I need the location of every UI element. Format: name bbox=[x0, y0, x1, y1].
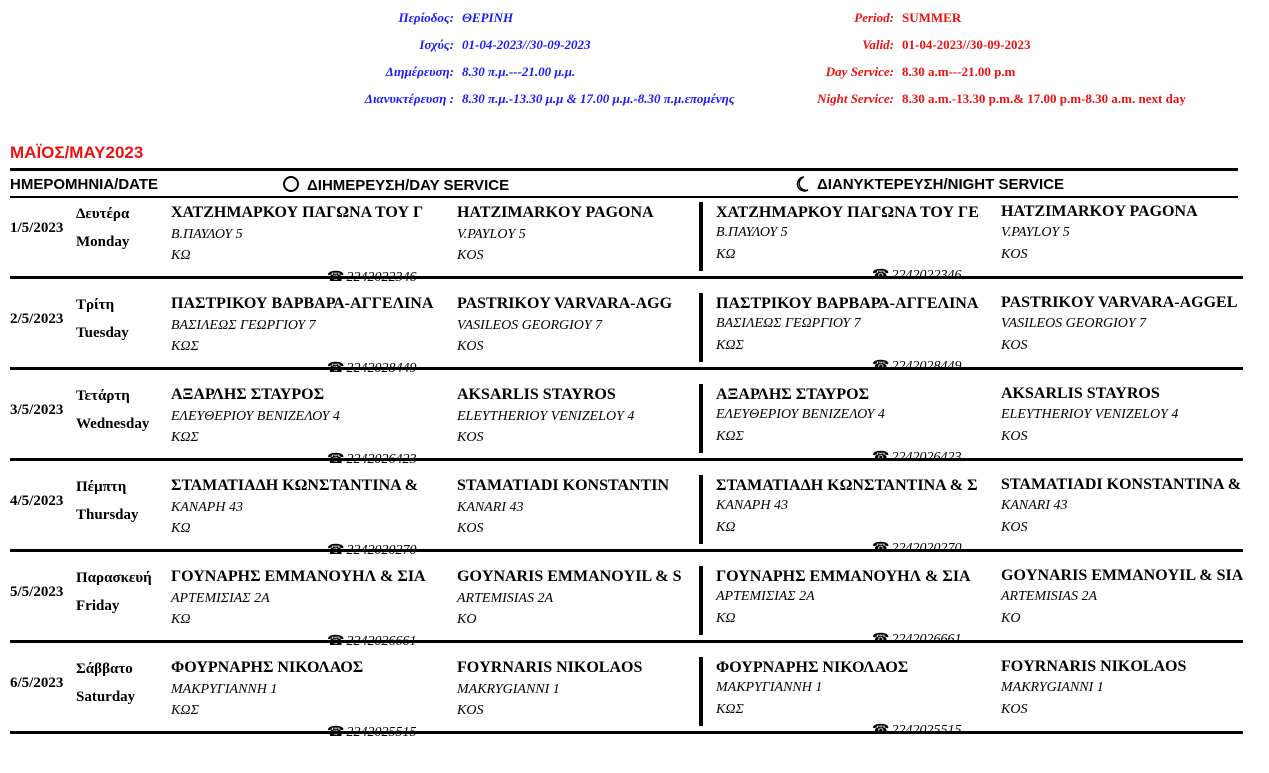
day-pharmacy-name-gr: ΣΤΑΜΑΤΙΑΔΗ ΚΩΝΣΤΑΝΤΙΝΑ & bbox=[171, 477, 419, 494]
night-pharmacy-city-gr: ΚΩΣ bbox=[716, 429, 744, 444]
night-pharmacy-name-gr: ΦΟΥΡΝΑΡΗΣ ΝΙΚΟΛΑΟΣ bbox=[716, 659, 909, 676]
day-pharmacy-name-gr: ΓΟΥΝΑΡΗΣ ΕΜΜΑΝΟΥΗΛ & ΣΙΑ bbox=[171, 568, 426, 585]
day-pharmacy-city-gr: ΚΩΣ bbox=[171, 339, 199, 354]
service-divider bbox=[699, 566, 703, 635]
night-pharmacy-address-en: V.PAYLOY 5 bbox=[1001, 225, 1070, 240]
day-pharmacy-city-en: KOS bbox=[457, 521, 484, 536]
night-pharmacy-address-en: ELEYTHERIOY VENIZELOY 4 bbox=[1001, 407, 1179, 422]
row-date: 3/5/2023 bbox=[10, 402, 64, 418]
row-date: 6/5/2023 bbox=[10, 675, 64, 691]
night-pharmacy-city-gr: ΚΩΣ bbox=[716, 702, 744, 717]
night-pharmacy-name-en: AKSARLIS STAYROS bbox=[1001, 385, 1160, 402]
night-pharmacy-name-en: HATZIMARKOY PAGONA bbox=[1001, 203, 1198, 220]
night-pharmacy-name-gr: ΠΑΣΤΡΙΚΟΥ ΒΑΡΒΑΡΑ-ΑΓΓΕΛΙΝΑ bbox=[716, 295, 979, 312]
header-valid-value-en: 01-04-2023//30-09-2023 bbox=[902, 37, 1031, 52]
header-night-value-gr: 8.30 π.μ.-13.30 μ.μ & 17.00 μ.μ.-8.30 π.μ.επομένης bbox=[462, 91, 735, 106]
header-day-label-gr: Διημέρευση: bbox=[385, 64, 454, 79]
service-divider bbox=[699, 202, 703, 271]
column-header-night-service bbox=[795, 176, 1064, 193]
day-pharmacy-address-en: ELEYTHERIOY VENIZELOY 4 bbox=[457, 409, 635, 424]
day-pharmacy-address-en: V.PAYLOY 5 bbox=[457, 227, 526, 242]
service-divider bbox=[699, 657, 703, 726]
day-pharmacy-name-gr: ΦΟΥΡΝΑΡΗΣ ΝΙΚΟΛΑΟΣ bbox=[171, 659, 364, 676]
night-pharmacy-city-en: KOS bbox=[1001, 247, 1028, 262]
day-pharmacy-name-gr: ΠΑΣΤΡΙΚΟΥ ΒΑΡΒΑΡΑ-ΑΓΓΕΛΙΝΑ bbox=[171, 295, 434, 312]
night-pharmacy-city-en: KOS bbox=[1001, 338, 1028, 353]
row-day-gr: Τρίτη bbox=[76, 297, 115, 313]
header-day-label-en: Day Service: bbox=[825, 64, 894, 79]
day-pharmacy-name-gr: ΧΑΤΖΗΜΑΡΚΟΥ ΠΑΓΩΝΑ ΤΟΥ Γ bbox=[171, 204, 424, 221]
header-period-value-en: SUMMER bbox=[902, 10, 962, 25]
night-pharmacy-name-gr: ΓΟΥΝΑΡΗΣ ΕΜΜΑΝΟΥΗΛ & ΣΙΑ bbox=[716, 568, 971, 585]
night-pharmacy-address-gr: ΜΑΚΡΥΓΙΑΝΝΗ 1 bbox=[716, 680, 823, 695]
row-rule bbox=[10, 731, 1243, 734]
header-day-value-gr: 8.30 π.μ.---21.00 μ.μ. bbox=[462, 64, 576, 79]
day-pharmacy-city-gr: ΚΩΣ bbox=[171, 703, 199, 718]
column-header-day-service bbox=[283, 176, 509, 194]
service-divider bbox=[699, 475, 703, 544]
day-pharmacy-city-gr: ΚΩ bbox=[171, 521, 191, 536]
row-day-en: Wednesday bbox=[76, 416, 150, 432]
row-day-gr: Παρασκευή bbox=[76, 570, 152, 586]
row-day-gr: Σάββατο bbox=[76, 661, 133, 677]
night-pharmacy-address-gr: Β.ΠΑΥΛΟΥ 5 bbox=[716, 225, 788, 240]
header-valid-label-gr: Ισχύς: bbox=[419, 37, 454, 52]
header-night-label-en: Night Service: bbox=[817, 91, 894, 106]
service-divider bbox=[699, 293, 703, 362]
day-pharmacy-address-en: MAKRYGIANNI 1 bbox=[457, 682, 560, 697]
row-date: 1/5/2023 bbox=[10, 220, 64, 236]
night-pharmacy-name-gr: ΑΞΑΡΛΗΣ ΣΤΑΥΡΟΣ bbox=[716, 386, 870, 403]
row-day-gr: Πέμπτη bbox=[76, 479, 127, 495]
day-pharmacy-address-gr: ΜΑΚΡΥΓΙΑΝΝΗ 1 bbox=[171, 682, 278, 697]
night-pharmacy-name-en: PASTRIKOY VARVARA-AGGEL bbox=[1001, 294, 1238, 311]
row-date: 4/5/2023 bbox=[10, 493, 64, 509]
row-date: 5/5/2023 bbox=[10, 584, 64, 600]
night-pharmacy-city-en: KOS bbox=[1001, 429, 1028, 444]
row-day-en: Saturday bbox=[76, 689, 136, 705]
row-date: 2/5/2023 bbox=[10, 311, 64, 327]
day-pharmacy-address-gr: ΒΑΣΙΛΕΩΣ ΓΕΩΡΓΙΟΥ 7 bbox=[171, 318, 316, 333]
day-pharmacy-address-gr: ΕΛΕΥΘΕΡΙΟΥ ΒΕΝΙΖΕΛΟΥ 4 bbox=[171, 409, 340, 424]
header-night-label-gr: Διανυκτέρευση : bbox=[364, 91, 454, 106]
night-pharmacy-address-gr: ΒΑΣΙΛΕΩΣ ΓΕΩΡΓΙΟΥ 7 bbox=[716, 316, 861, 331]
night-pharmacy-address-en: VASILEOS GEORGIOY 7 bbox=[1001, 316, 1147, 331]
header-bottom-rule bbox=[10, 196, 1238, 198]
row-day-en: Friday bbox=[76, 598, 120, 614]
day-pharmacy-address-gr: ΑΡΤΕΜΙΣΙΑΣ 2Α bbox=[171, 591, 270, 606]
night-pharmacy-address-gr: ΑΡΤΕΜΙΣΙΑΣ 2Α bbox=[716, 589, 815, 604]
night-pharmacy-name-en: FOYRNARIS NIKOLAOS bbox=[1001, 658, 1187, 675]
night-pharmacy-address-gr: ΚΑΝΑΡΗ 43 bbox=[716, 498, 788, 513]
day-pharmacy-name-en: FOYRNARIS NIKOLAOS bbox=[457, 659, 643, 676]
day-pharmacy-name-en: STAMATIADI KONSTANTIN bbox=[457, 477, 670, 494]
row-day-gr: Δευτέρα bbox=[76, 206, 130, 222]
header-night-value-en: 8.30 a.m.-13.30 p.m.& 17.00 p.m-8.30 a.m. next day bbox=[902, 91, 1186, 106]
night-pharmacy-city-gr: ΚΩΣ bbox=[716, 338, 744, 353]
night-pharmacy-address-en: KANARI 43 bbox=[1001, 498, 1068, 513]
header-valid-value-gr: 01-04-2023//30-09-2023 bbox=[462, 37, 591, 52]
day-pharmacy-name-gr: ΑΞΑΡΛΗΣ ΣΤΑΥΡΟΣ bbox=[171, 386, 325, 403]
header-day-value-en: 8.30 a.m---21.00 p.m bbox=[902, 64, 1016, 79]
day-pharmacy-address-gr: Β.ΠΑΥΛΟΥ 5 bbox=[171, 227, 243, 242]
night-pharmacy-city-gr: ΚΩ bbox=[716, 611, 736, 626]
night-pharmacy-city-en: KOS bbox=[1001, 520, 1028, 535]
row-rule bbox=[10, 640, 1243, 643]
day-pharmacy-city-en: KOS bbox=[457, 703, 484, 718]
month-title: ΜΑΪΟΣ/MAY2023 bbox=[10, 143, 144, 162]
column-header-date: ΗΜΕΡΟΜΗΝΙΑ/DATE bbox=[10, 176, 159, 193]
row-day-gr: Τετάρτη bbox=[76, 388, 130, 404]
service-divider bbox=[699, 384, 703, 453]
day-pharmacy-address-gr: ΚΑΝΑΡΗ 43 bbox=[171, 500, 243, 515]
row-day-en: Tuesday bbox=[76, 325, 129, 341]
night-service-label: ΔΙΑΝΥΚΤΕΡΕΥΣΗ/NIGHT SERVICE bbox=[817, 176, 1065, 193]
row-day-en: Thursday bbox=[76, 507, 139, 523]
day-pharmacy-address-en: KANARI 43 bbox=[457, 500, 524, 515]
night-pharmacy-city-en: KOS bbox=[1001, 702, 1028, 717]
night-pharmacy-city-gr: ΚΩ bbox=[716, 520, 736, 535]
row-rule bbox=[10, 367, 1243, 370]
header-valid-label-en: Valid: bbox=[862, 37, 894, 52]
day-pharmacy-city-en: KOS bbox=[457, 430, 484, 445]
row-rule bbox=[10, 549, 1243, 552]
day-pharmacy-city-en: KOS bbox=[457, 339, 484, 354]
day-pharmacy-name-en: GOYNARIS EMMANOYIL & S bbox=[457, 568, 682, 585]
day-pharmacy-city-gr: ΚΩΣ bbox=[171, 430, 199, 445]
night-pharmacy-name-gr: ΣΤΑΜΑΤΙΑΔΗ ΚΩΝΣΤΑΝΤΙΝΑ & Σ bbox=[716, 477, 978, 494]
moon-icon bbox=[795, 176, 809, 192]
day-pharmacy-city-en: KO bbox=[457, 612, 477, 627]
day-pharmacy-city-en: KOS bbox=[457, 248, 484, 263]
night-pharmacy-name-gr: ΧΑΤΖΗΜΑΡΚΟΥ ΠΑΓΩΝΑ ΤΟΥ ΓΕ bbox=[716, 204, 979, 221]
sun-icon bbox=[283, 176, 299, 192]
night-pharmacy-name-en: GOYNARIS EMMANOYIL & SIA bbox=[1001, 567, 1244, 584]
night-pharmacy-address-en: ARTEMISIAS 2A bbox=[1001, 589, 1098, 604]
night-pharmacy-address-gr: ΕΛΕΥΘΕΡΙΟΥ ΒΕΝΙΖΕΛΟΥ 4 bbox=[716, 407, 885, 422]
day-pharmacy-name-en: PASTRIKOY VARVARA-AGG bbox=[457, 295, 673, 312]
header-period-label-en: Period: bbox=[854, 10, 894, 25]
night-pharmacy-address-en: MAKRYGIANNI 1 bbox=[1001, 680, 1104, 695]
day-pharmacy-city-gr: ΚΩ bbox=[171, 612, 191, 627]
day-pharmacy-address-en: VASILEOS GEORGIOY 7 bbox=[457, 318, 603, 333]
night-pharmacy-city-en: KO bbox=[1001, 611, 1021, 626]
row-day-en: Monday bbox=[76, 234, 130, 250]
day-service-label: ΔΙΗΜΕΡΕΥΣΗ/DAY SERVICE bbox=[307, 177, 510, 194]
day-pharmacy-name-en: HATZIMARKOY PAGONA bbox=[457, 204, 654, 221]
row-rule bbox=[10, 276, 1243, 279]
table-top-rule bbox=[10, 168, 1238, 171]
header-period-label-gr: Περίοδος: bbox=[398, 10, 454, 25]
day-pharmacy-name-en: AKSARLIS STAYROS bbox=[457, 386, 616, 403]
night-pharmacy-city-gr: ΚΩ bbox=[716, 247, 736, 262]
day-pharmacy-address-en: ARTEMISIAS 2A bbox=[457, 591, 554, 606]
header-period-value-gr: ΘΕΡΙΝΗ bbox=[462, 10, 514, 25]
row-rule bbox=[10, 458, 1243, 461]
night-pharmacy-name-en: STAMATIADI KONSTANTINA & bbox=[1001, 476, 1242, 493]
day-pharmacy-city-gr: ΚΩ bbox=[171, 248, 191, 263]
